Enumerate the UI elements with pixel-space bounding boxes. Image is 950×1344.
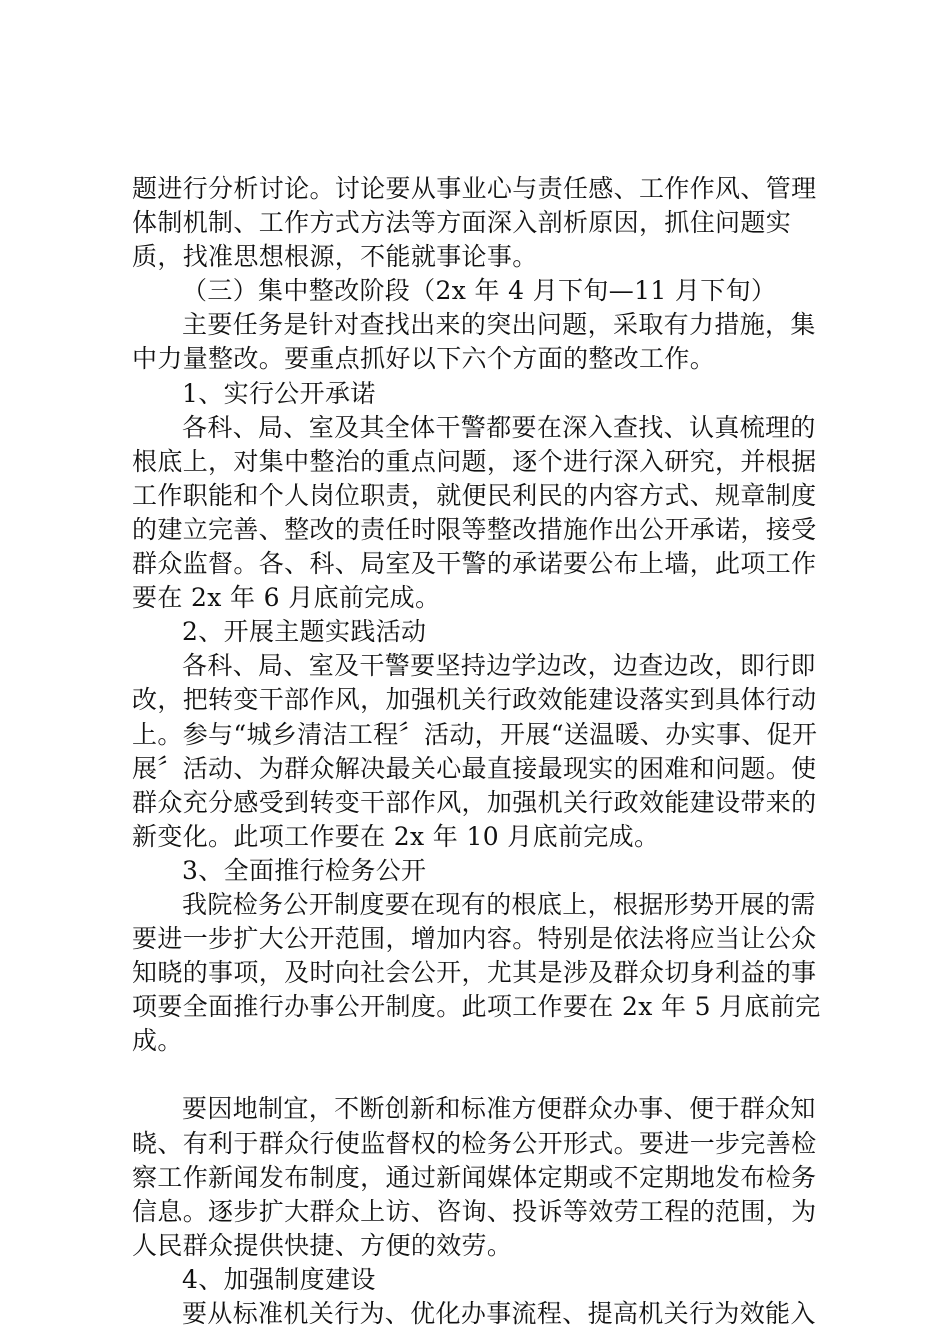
item-heading-4: 4、加强制度建设 — [182, 1264, 376, 1294]
item-heading-3: 3、全面推行检务公开 — [182, 855, 427, 885]
paragraph-public-commitment: 各科、局、室及其全体干警都要在深入查找、认真梳理的根底上，对集中整治的重点问题，逐个进行深入研究，并根据工作职能和个人岗位职责，就便民利民的内容方式、规章制度的建立完善、整改的责任时限等整改措施作出公开承诺，接受群众监督。各、科、局室及干警的承诺要公布上墙，此项工作要在 2x 年 6 月底前完成。 — [132, 412, 817, 613]
item-heading-1: 1、实行公开承诺 — [182, 378, 376, 408]
item-heading-2: 2、开展主题实践活动 — [182, 617, 427, 647]
body-text — [132, 172, 832, 1331]
paragraph-prosecution-openness: 我院检务公开制度要在现有的根底上，根据形势开展的需要进一步扩大公开范围，增加内容。特别是依法将应当让公众知晓的事项，及时向社会公开，尤其是涉及群众切身利益的事项要全面推行办事公开制度。此项工作要在 2x 年 5 月底前完成。 — [132, 889, 821, 1056]
paragraph-system-building: 要从标准机关行为、优化办事流程、提高机关行为效能入 — [182, 1299, 816, 1328]
paragraph-gap — [132, 1058, 832, 1092]
section-heading-stage-three: （三）集中整改阶段（2x 年 4 月下旬—11 月下旬） — [182, 276, 777, 306]
paragraph-continuation: 题进行分析讨论。讨论要从事业心与责任感、工作作风、管理体制机制、工作方式方法等方面深入剖析原因，抓住问题实质，找准思想根源，不能就事论事。 — [132, 174, 817, 272]
paragraph-main-tasks: 主要任务是针对查找出来的突出问题，采取有力措施，集中力量整改。要重点抓好以下六个方面的整改工作。 — [132, 310, 816, 374]
paragraph-practice-activities: 各科、局、室及干警要坚持边学边改，边查边改，即行即改，把转变干部作风，加强机关行政效能建设落实到具体行动上。参与“城乡清洁工程〞活动，开展“送温暖、办实事、促开展〞活动、为群众解决最关心最直接最现实的困难和问题。使群众充分感受到转变干部作风，加强机关行政效能建设带来的新变化。此项工作要在 2x 年 10 月底前完成。 — [132, 651, 818, 851]
paragraph-local-conditions: 要因地制宜，不断创新和标准方便群众办事、便于群众知晓、有利于群众行使监督权的检务公开形式。要进一步完善检察工作新闻发布制度，通过新闻媒体定期或不定期地发布检务信息。逐步扩大群众上访、咨询、投诉等效劳工程的范围，为人民群众提供快捷、方便的效劳。 — [132, 1094, 817, 1260]
